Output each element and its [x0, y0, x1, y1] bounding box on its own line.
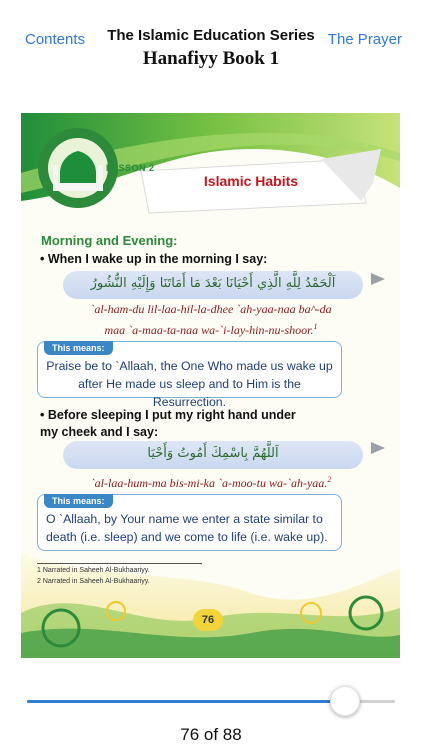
item-2-meaning-line2: death (i.e. sleep) and we come to life (i.e. wake up). [46, 530, 328, 544]
item-2-meaning-box [37, 494, 342, 551]
page-counter: 76 of 88 [180, 725, 242, 744]
lesson-label: LESSON 2 [106, 163, 155, 173]
item-1-meaning-line2: after He made us sleep and to Him is the Resurrection. [78, 377, 301, 409]
section-heading: Morning and Evening: [41, 233, 178, 248]
next-chapter-button[interactable]: The Prayer [327, 31, 402, 48]
item-2-meaning-text [46, 510, 333, 546]
book-page[interactable] [21, 113, 400, 658]
item-1-meaning-line1: Praise be to `Allaah, the One Who made us wake up [46, 359, 333, 373]
page-number-badge: 76 [193, 609, 223, 631]
item-1-translit-line2: maa `a-maa-ta-naa wa-`i-lay-hin-nu-shoor. [104, 323, 314, 337]
item-1-meaning-box [37, 341, 342, 409]
footnote-2: 2 Narrated in Saheeh Al-Bukhaariyy. [37, 578, 150, 585]
item-1-meaning-text [46, 357, 333, 411]
item-1-play-icon[interactable] [371, 273, 385, 285]
lesson-title: Islamic Habits [203, 173, 299, 189]
item-1-meaning-label: This means: [44, 341, 113, 355]
item-1-footnote-mark: 1 [313, 322, 318, 331]
item-2-arabic-text: اَللَّهُمَّ بِاسْمِكَ أَمُوتُ وَأَحْيَا [147, 446, 279, 461]
item-2-bullet-line2: my cheek and I say: [40, 425, 159, 439]
item-1-transliteration [51, 301, 371, 339]
item-2-meaning-line1: O `Allaah, by Your name we enter a state similar to [46, 512, 323, 526]
contents-button[interactable]: Contents [25, 31, 86, 48]
footnotes [37, 565, 150, 587]
item-2-translit-line1: `al-laa-hum-ma bis-mi-ka `a-moo-tu wa-`ah-yaa. [90, 476, 328, 490]
footnote-1: 1 Narrated in Saheeh Al-Bukhaariyy. [37, 567, 150, 574]
item-1-translit-line1: `al-ham-du lil-laa-hil-la-dhee `ah-yaa-naa ba^-da [90, 302, 332, 316]
item-1-arabic-text: اَلْحَمْدُ لِلَّهِ الَّذِي أَحْيَانَا بَعْدَ مَا أَمَاتَنَا وَإِلَيْهِ النُّشُورُ [90, 276, 336, 291]
page-slider[interactable] [27, 700, 395, 703]
item-2-bullet [40, 407, 340, 441]
footnote-rule [37, 563, 202, 564]
item-2-footnote-mark: 2 [327, 475, 332, 484]
item-1-bullet: • When I wake up in the morning I say: [40, 252, 268, 266]
series-title: The Islamic Education Series [107, 27, 315, 44]
item-1-translit-line2-wrap [51, 318, 371, 339]
item-2-bullet-line1: • Before sleeping I put my right hand under [40, 408, 296, 422]
book-title: Hanafiyy Book 1 [142, 48, 280, 69]
page-slider-fill [27, 700, 345, 703]
item-2-play-icon[interactable] [371, 442, 385, 454]
item-2-transliteration [51, 471, 371, 492]
page-slider-thumb[interactable] [330, 686, 360, 716]
item-2-meaning-label: This means: [44, 494, 113, 508]
